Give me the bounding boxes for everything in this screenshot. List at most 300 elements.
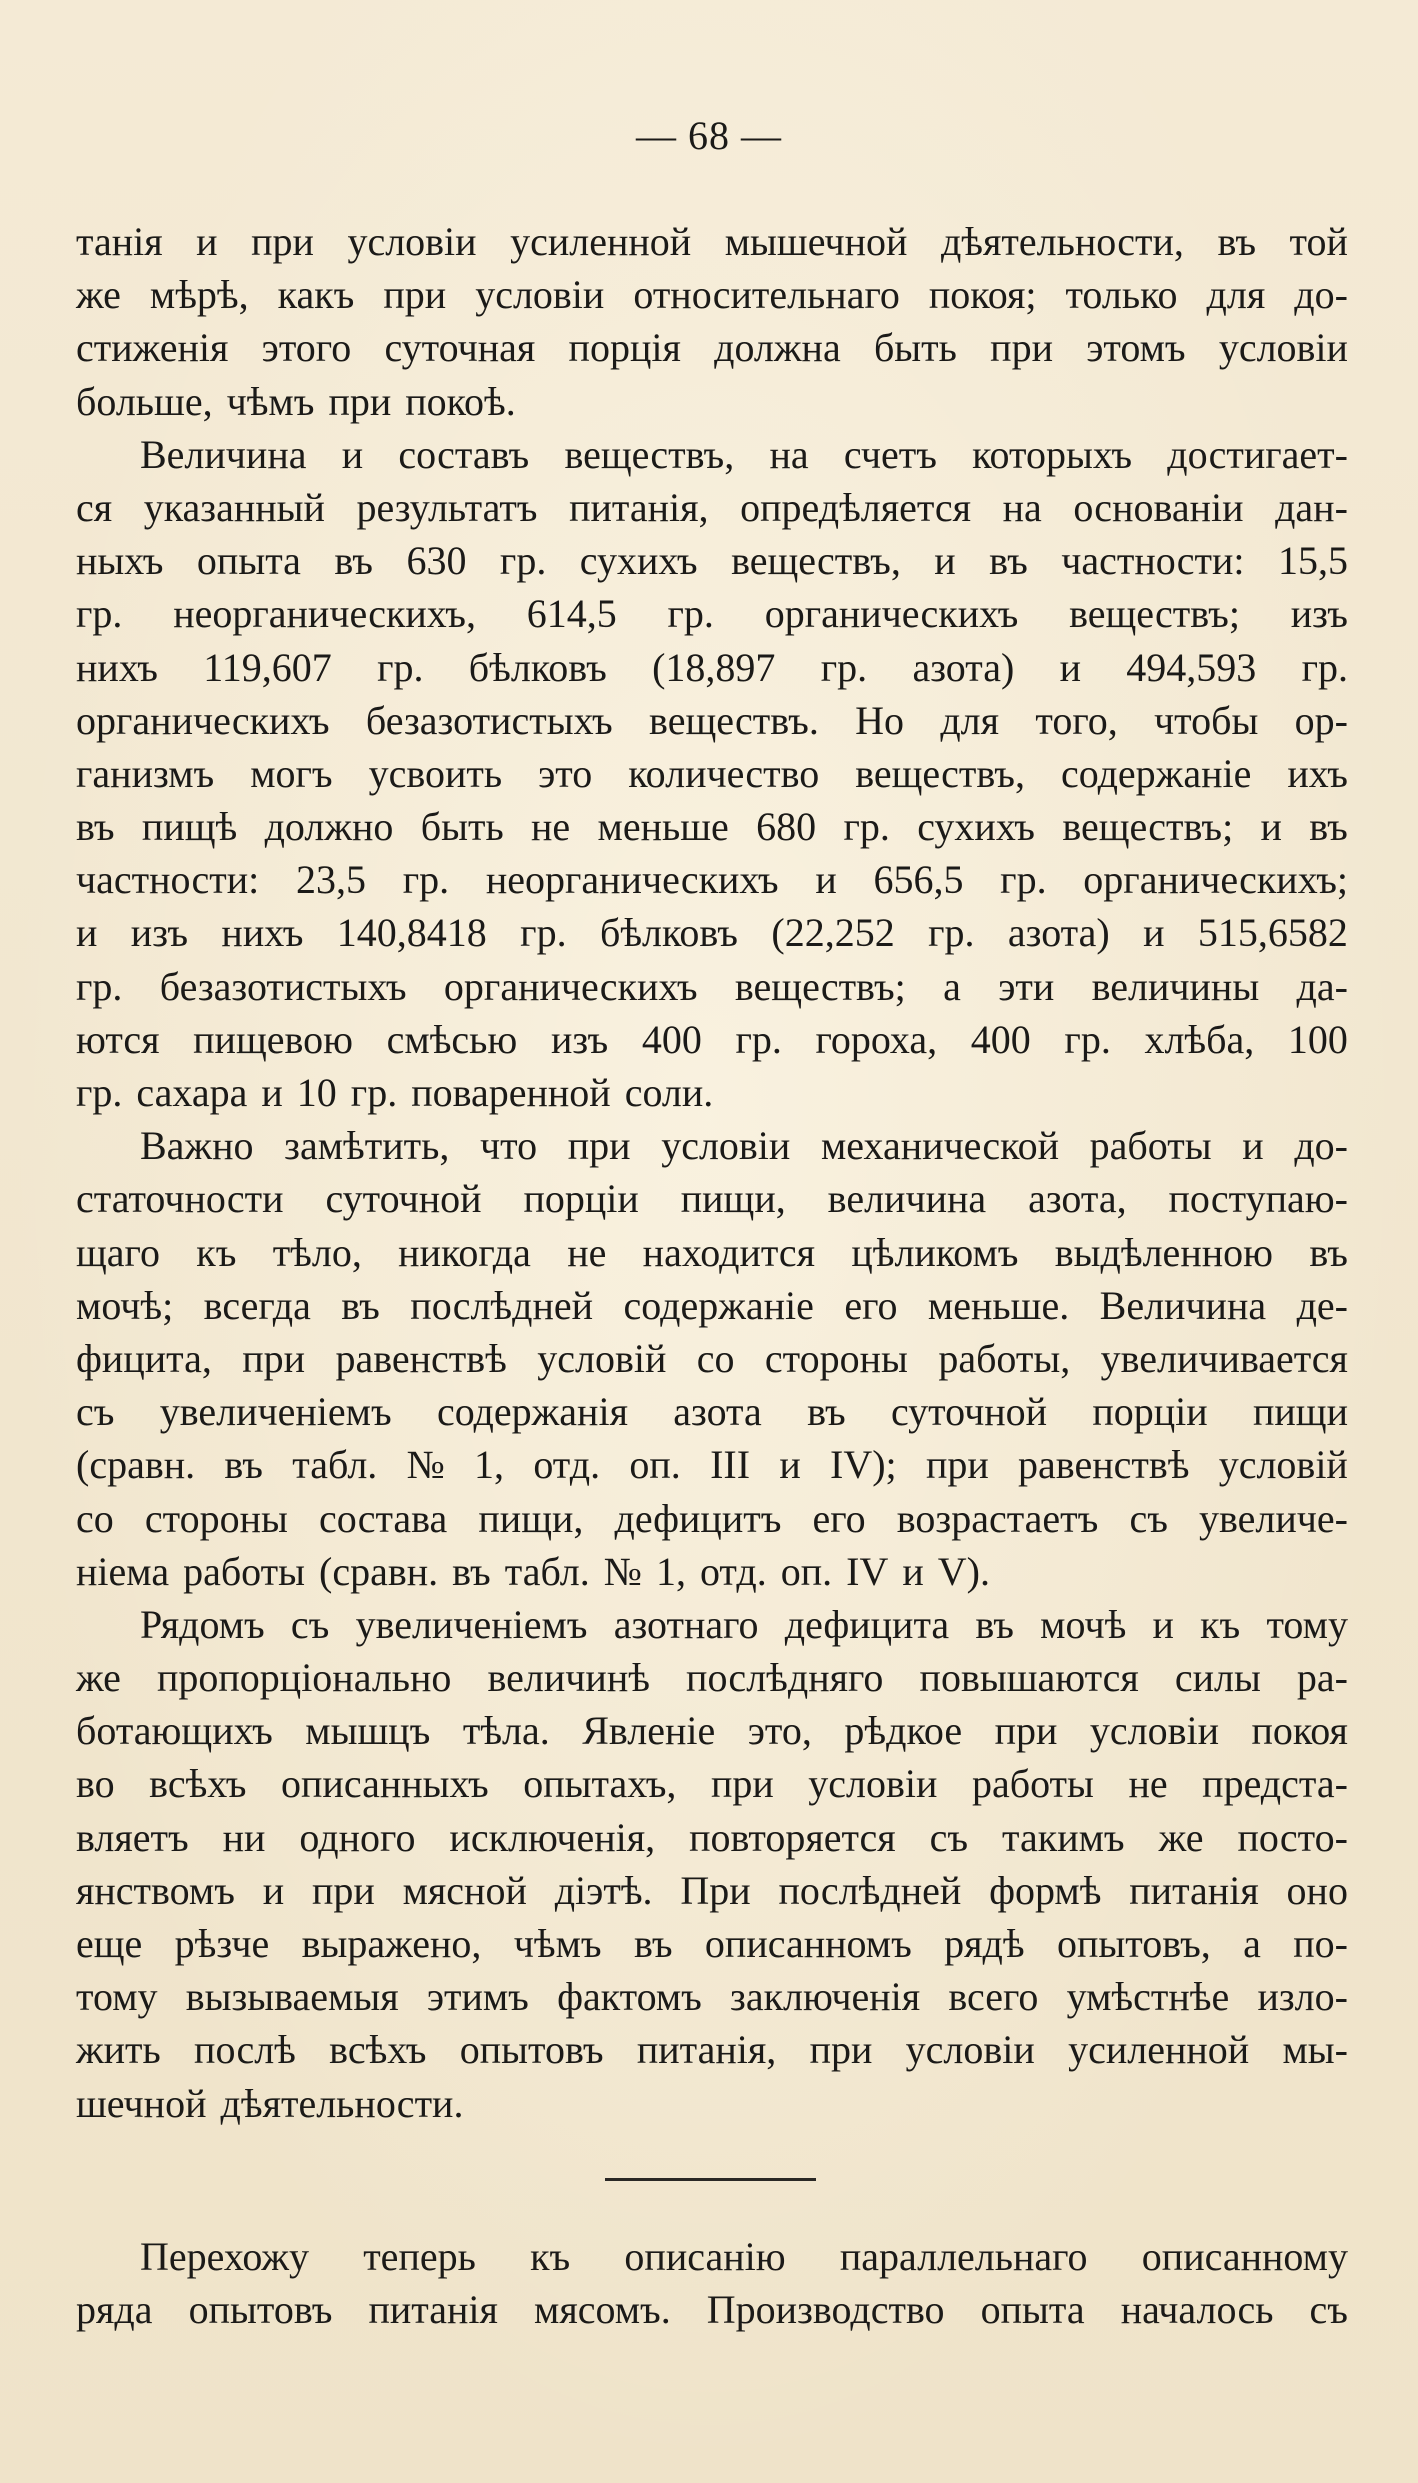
text-line	[76, 694, 1348, 747]
word: чѣмъ	[226, 378, 315, 424]
word: Производство	[706, 2287, 945, 2333]
word: IV	[846, 1548, 889, 1594]
word: неорганическихъ	[485, 857, 779, 903]
word: дефицитъ	[614, 1495, 782, 1541]
word: находится	[642, 1229, 816, 1275]
word: при	[990, 325, 1053, 371]
word: для	[1206, 272, 1266, 318]
word: бѣлковъ	[599, 910, 738, 956]
word: стиженія	[76, 325, 229, 371]
word: 400	[641, 1016, 702, 1062]
word: порціи	[1092, 1389, 1208, 1435]
word: при	[328, 378, 392, 424]
word: поваренной	[411, 1070, 611, 1115]
word: гр.	[499, 538, 547, 584]
word: величина	[827, 1176, 987, 1222]
word: Важно	[140, 1123, 254, 1169]
word: теперь	[363, 2234, 476, 2279]
word: пищи,	[478, 1495, 584, 1541]
word: и	[261, 1070, 283, 1115]
word: №	[603, 1548, 642, 1594]
word: съ	[929, 1814, 969, 1860]
word: всего	[948, 1974, 1039, 2020]
word: условіи	[1218, 325, 1348, 371]
word: выражено,	[301, 1921, 482, 1966]
word: величины	[1091, 963, 1260, 1009]
word: ніема	[76, 1548, 170, 1594]
word: гр.	[402, 857, 450, 903]
text-line	[76, 1757, 1348, 1810]
word: всѣхъ	[149, 1761, 247, 1807]
word: веществъ,	[564, 431, 735, 477]
word: усиленной	[510, 219, 692, 264]
word: содержаніе	[623, 1282, 814, 1328]
word: опытахъ,	[523, 1761, 677, 1807]
word: мышечной	[724, 219, 908, 264]
word: отд.	[699, 1548, 767, 1594]
word: возрастаетъ	[896, 1495, 1099, 1541]
word: и	[341, 431, 364, 477]
word: меньше.	[927, 1282, 1070, 1328]
word: къ	[1200, 1601, 1241, 1647]
word: дан-	[1275, 484, 1348, 530]
text-line	[76, 1651, 1348, 1704]
text-line	[76, 481, 1348, 534]
word: какъ	[277, 272, 355, 318]
word: этомъ	[1086, 325, 1186, 371]
word: Перехожу	[140, 2234, 309, 2279]
word: ряда	[76, 2287, 153, 2333]
word: 614,5	[526, 591, 617, 637]
word: покоѣ.	[405, 378, 516, 424]
word: соли.	[624, 1070, 714, 1115]
word: 140,8418	[336, 910, 487, 956]
word: а	[943, 963, 961, 1009]
word: содержаніе	[1060, 750, 1252, 796]
word: Величина	[1099, 1282, 1267, 1328]
word: описанію	[624, 2234, 786, 2279]
word: ются	[76, 1016, 160, 1062]
word: при	[994, 1708, 1058, 1754]
word: и	[934, 538, 956, 584]
word: Рядомъ	[140, 1601, 265, 1647]
word: вляетъ	[76, 1814, 189, 1860]
word: этимъ	[426, 1974, 529, 2020]
word: одного	[299, 1814, 416, 1860]
word: замѣтить,	[284, 1123, 450, 1169]
word: 494,593	[1126, 644, 1257, 690]
word: азота	[673, 1389, 762, 1435]
word: условіи	[347, 219, 477, 264]
word: результатъ	[356, 484, 538, 530]
word: въ	[76, 804, 115, 850]
word: и	[1260, 804, 1282, 850]
word: опытовъ	[188, 2287, 333, 2333]
word: послѣдняго	[686, 1655, 884, 1701]
word: Величина	[140, 431, 307, 477]
word: азота)	[912, 644, 1015, 690]
text-line	[76, 215, 1348, 268]
word: должна	[714, 325, 841, 371]
word: рѣдкое	[844, 1708, 963, 1754]
word: гр.	[76, 1070, 123, 1115]
word: того,	[1035, 697, 1118, 743]
word: въ	[1217, 219, 1257, 264]
text-line	[76, 1279, 1348, 1332]
word: мочѣ;	[76, 1282, 174, 1328]
word: его	[812, 1495, 866, 1541]
word: порція	[568, 325, 681, 371]
word: ни	[222, 1814, 266, 1860]
word: послѣ	[194, 2027, 296, 2073]
word: бѣлковъ	[468, 644, 607, 690]
word: въ	[341, 1282, 380, 1328]
text-line	[76, 1226, 1348, 1279]
word: описанномъ	[704, 1921, 912, 1966]
word: жить	[76, 2027, 161, 2073]
word: безазотистыхъ	[159, 963, 407, 1009]
word: равенствѣ	[1018, 1442, 1190, 1488]
word: оп.	[780, 1548, 833, 1594]
word: же	[1158, 1814, 1204, 1860]
word: опытовъ,	[1056, 1921, 1211, 1966]
word: въ	[334, 538, 373, 584]
word: пищи	[1252, 1389, 1348, 1435]
text-line	[76, 428, 1348, 481]
word: условій	[537, 1335, 667, 1381]
word: органическихъ	[443, 963, 698, 1009]
word: гороха,	[815, 1016, 938, 1062]
word: питанія,	[569, 484, 709, 530]
word: относительнаго	[633, 272, 900, 318]
word: послѣдней	[778, 1867, 962, 1913]
word: Явленіе	[582, 1708, 716, 1754]
word: увеличеніемъ	[159, 1389, 392, 1435]
word: параллельнаго	[839, 2234, 1088, 2279]
word: къ	[196, 1229, 237, 1275]
word: веществъ,	[855, 750, 1025, 796]
word: 1,	[655, 1548, 686, 1594]
word: въ	[807, 1389, 846, 1435]
word: ихъ	[1287, 750, 1348, 796]
word: азота,	[1028, 1176, 1127, 1222]
word: основаніи	[1073, 484, 1244, 530]
word: гр.	[1064, 1016, 1111, 1062]
word: опредѣляется	[740, 484, 972, 530]
word: при	[925, 1442, 989, 1488]
word: на	[769, 431, 809, 477]
word: дефицита	[784, 1601, 950, 1647]
text-line	[76, 587, 1348, 640]
word: гр.	[350, 1070, 398, 1115]
word: пищи,	[680, 1176, 786, 1222]
text-line	[76, 1811, 1348, 1864]
word: исключенія,	[449, 1814, 656, 1860]
text-line	[76, 268, 1348, 321]
word: гр.	[820, 644, 868, 690]
word: сухихъ	[917, 804, 1035, 850]
word: условій	[1218, 1442, 1348, 1488]
text-line	[76, 960, 1348, 1013]
word: могъ	[250, 750, 333, 796]
word: во	[76, 1761, 115, 1807]
body-text	[76, 215, 1348, 2130]
word: веществъ;	[1069, 591, 1240, 637]
word: никогда	[398, 1229, 531, 1275]
word: рядѣ	[944, 1921, 1025, 1966]
word: ся	[76, 484, 113, 530]
word: порціи	[523, 1176, 639, 1222]
word: при	[242, 1335, 306, 1381]
word: механической	[820, 1123, 1059, 1169]
word: оно	[1286, 1867, 1348, 1913]
word: щаго	[76, 1229, 160, 1275]
text-line	[76, 1864, 1348, 1917]
text-line	[76, 1172, 1348, 1225]
word: III	[710, 1442, 751, 1488]
word: фицита,	[76, 1335, 212, 1381]
text-line	[76, 1385, 1348, 1438]
word: въ	[452, 1548, 491, 1594]
word: смѣсью	[386, 1016, 518, 1062]
word: со	[76, 1495, 114, 1541]
word: при	[311, 1867, 375, 1913]
word: повышаются	[919, 1655, 1139, 1701]
word: ра-	[1296, 1655, 1348, 1701]
word: увеличеніемъ	[355, 1601, 588, 1647]
word: нихъ	[221, 910, 304, 956]
text-line	[76, 1704, 1348, 1757]
word: ганизмъ	[76, 750, 215, 796]
word: и	[1152, 1601, 1174, 1647]
word: мышцъ	[305, 1708, 431, 1754]
word: состава	[318, 1495, 448, 1541]
word: мясомъ.	[534, 2287, 671, 2333]
word: органическихъ	[764, 591, 1019, 637]
word: гр.	[76, 591, 123, 637]
word: мы-	[1282, 2027, 1348, 2073]
word: 400	[970, 1016, 1031, 1062]
word: 23,5	[295, 857, 366, 903]
word: счетъ	[843, 431, 937, 477]
word: количество	[628, 750, 820, 796]
word: гр.	[1000, 857, 1047, 903]
text-line	[76, 1970, 1348, 2023]
word: суточной	[325, 1176, 482, 1222]
word: безазотистыхъ	[365, 697, 613, 743]
page-number: — 68 —	[636, 113, 782, 158]
word: азота)	[1007, 910, 1110, 956]
word: чѣмъ	[513, 1921, 602, 1966]
word: къ	[530, 2234, 571, 2279]
word: усиленной	[1068, 2027, 1250, 2073]
text-line	[76, 906, 1348, 959]
word: гр.	[735, 1016, 782, 1062]
text-line	[76, 375, 1348, 428]
word: съ	[290, 1601, 330, 1647]
word: пищевою	[193, 1016, 353, 1062]
word: и	[902, 1548, 924, 1594]
word: стороны	[144, 1495, 288, 1541]
word: увеличивается	[1100, 1335, 1348, 1381]
text-line	[76, 1066, 1348, 1119]
word: гр.	[928, 910, 975, 956]
word: мѣрѣ,	[149, 272, 249, 318]
word: началось	[1120, 2287, 1274, 2333]
word: и	[1242, 1123, 1264, 1169]
text-line	[76, 2283, 1348, 2336]
word: 656,5	[873, 857, 964, 903]
word: же	[76, 1655, 121, 1701]
word: Но	[855, 697, 905, 743]
text-line	[76, 1438, 1348, 1491]
word: больше,	[76, 378, 213, 424]
word: тѣло,	[272, 1229, 362, 1275]
word: съ	[1129, 1495, 1168, 1541]
word: При	[680, 1867, 751, 1913]
word: тѣла.	[462, 1708, 550, 1754]
word: гр.	[520, 910, 567, 956]
word: въ	[975, 1601, 1014, 1647]
word: отд.	[533, 1442, 601, 1488]
word: суточной	[890, 1389, 1048, 1435]
word: покоя;	[928, 272, 1037, 318]
word: увеличе-	[1198, 1495, 1348, 1541]
word: формѣ	[989, 1867, 1102, 1913]
word: и	[779, 1442, 801, 1488]
word: въ	[1309, 1229, 1348, 1275]
word: гр.	[1301, 644, 1348, 690]
word: той	[1289, 219, 1348, 264]
word: (22,252	[771, 910, 895, 956]
word: быть	[420, 804, 504, 850]
word: вызываемыя	[185, 1974, 399, 2020]
text-line	[76, 1332, 1348, 1385]
word: равенствѣ	[335, 1335, 507, 1381]
word: описанныхъ	[281, 1761, 489, 1807]
word: чтобы	[1154, 697, 1259, 743]
text-line	[76, 747, 1348, 800]
word: работы	[1089, 1123, 1212, 1169]
word: діэтѣ.	[554, 1867, 653, 1913]
word: до-	[1294, 272, 1348, 318]
word: при	[251, 219, 314, 264]
word: умѣстнѣе	[1066, 1974, 1230, 2020]
word: №	[406, 1442, 445, 1488]
word: веществъ,	[731, 538, 901, 584]
word: заключенія	[730, 1974, 921, 2020]
word: суточная	[384, 325, 536, 371]
word: и	[196, 219, 218, 264]
word: янствомъ	[76, 1867, 235, 1913]
word: танія	[76, 219, 163, 264]
word: еще	[76, 1921, 143, 1966]
word: частности:	[76, 857, 260, 903]
word: веществъ;	[734, 963, 906, 1009]
word: изъ	[130, 910, 189, 956]
word: (сравн.	[319, 1548, 439, 1594]
word: и	[815, 857, 837, 903]
text-line	[76, 534, 1348, 587]
word: рѣзче	[174, 1921, 270, 1966]
text-line	[76, 1492, 1348, 1545]
word: гр.	[843, 804, 890, 850]
word: 10	[296, 1070, 337, 1115]
word: должно	[264, 804, 394, 850]
word: (18,897	[652, 644, 776, 690]
text-line	[76, 2077, 1348, 2130]
word: 1,	[474, 1442, 505, 1488]
word: IV);	[830, 1442, 897, 1488]
word: эти	[998, 963, 1055, 1009]
word: при	[383, 272, 447, 318]
word: работы	[183, 1548, 306, 1594]
word: стороны	[764, 1335, 908, 1381]
word: поступаю-	[1168, 1176, 1348, 1222]
word: послѣдней	[410, 1282, 594, 1328]
text-line	[76, 853, 1348, 906]
word: де-	[1296, 1282, 1348, 1328]
word: сухихъ	[579, 538, 698, 584]
word: веществъ;	[1062, 804, 1234, 850]
word: на	[1002, 484, 1042, 530]
text-line	[76, 2230, 1348, 2283]
text-line	[76, 1013, 1348, 1066]
word: въ	[1309, 804, 1348, 850]
word: покоя	[1251, 1708, 1348, 1754]
word: это	[538, 750, 593, 796]
text-line	[76, 1917, 1348, 1970]
word: а	[1243, 1921, 1261, 1966]
word: указанный	[143, 484, 325, 530]
word: съ	[76, 1389, 115, 1435]
word: 630	[406, 538, 467, 584]
word: не	[531, 804, 571, 850]
word: гр.	[377, 644, 424, 690]
word: азотнаго	[613, 1601, 759, 1647]
word: хлѣба,	[1144, 1016, 1255, 1062]
word: это,	[747, 1708, 812, 1754]
word: пищѣ	[141, 804, 238, 850]
word: и	[1059, 644, 1081, 690]
word: органическихъ	[76, 697, 330, 743]
word: усвоить	[368, 750, 503, 796]
word: при	[567, 1123, 631, 1169]
word: въ	[989, 538, 1028, 584]
text-line	[76, 641, 1348, 694]
word: табл.	[292, 1442, 378, 1488]
word: быть	[873, 325, 957, 371]
word: шечной	[76, 2080, 207, 2126]
word: при	[710, 1761, 774, 1807]
word: 15,5	[1277, 538, 1348, 584]
text-line	[76, 1545, 1348, 1598]
word: (сравн.	[76, 1442, 196, 1488]
word: гр.	[76, 963, 123, 1009]
text-line	[76, 2023, 1348, 2076]
word: 680	[756, 804, 817, 850]
word: и	[76, 910, 98, 956]
word: всѣхъ	[329, 2027, 427, 2073]
word: по-	[1293, 1921, 1348, 1966]
word: пропорціонально	[156, 1655, 452, 1701]
word: и	[1143, 910, 1165, 956]
word: условіи	[905, 2027, 1035, 2073]
word: тому	[76, 1974, 158, 2020]
word: частности:	[1061, 538, 1245, 584]
word: работы,	[938, 1335, 1071, 1381]
word: статочности	[76, 1176, 284, 1222]
